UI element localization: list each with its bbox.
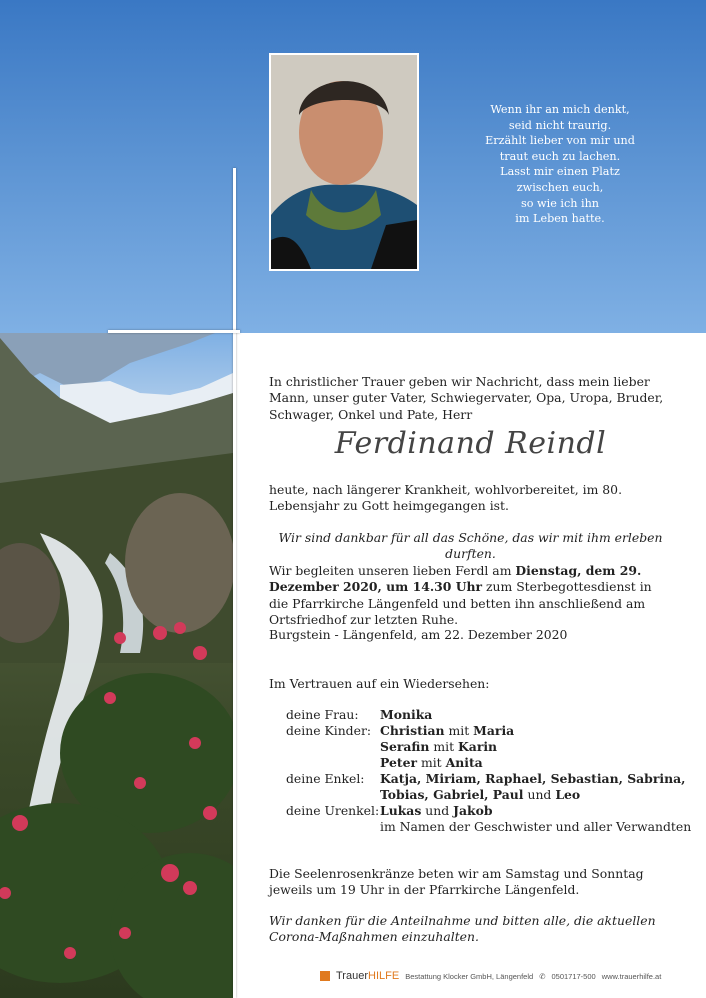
poem-line: traut euch zu lachen.	[499, 149, 621, 163]
trauerhilfe-logo-icon	[320, 971, 330, 981]
funeral-post: zum Sterbegottesdienst in die Pfarrkirche Längenfeld und betten ihn anschließend am Ortsfriedhof zur letzten Ruhe.	[269, 579, 652, 627]
grandchildren-names: Katja, Miriam, Raphael, Sebastian, Sabrina,	[380, 771, 686, 786]
deceased-name: Ferdinand Reindl	[334, 426, 607, 461]
great-grandchildren-label: deine Urenkel:	[286, 803, 380, 818]
poem-line: Wenn ihr an mich denkt,	[490, 103, 630, 116]
relatives-line: im Namen der Geschwister und aller Verwandten	[380, 819, 692, 834]
poem-line: zwischen euch,	[516, 180, 604, 194]
partner-name: Karin	[458, 739, 498, 754]
funeral-text	[269, 563, 672, 628]
portrait-photo	[269, 53, 419, 271]
footer	[320, 970, 661, 982]
poem-line: so wie ich ihn	[521, 196, 599, 210]
place-date: Burgstein - Längenfeld, am 22. Dezember 2020	[269, 627, 568, 642]
cross-vertical-bar	[233, 168, 236, 998]
wife-name	[380, 707, 432, 723]
phone-icon: ✆	[539, 971, 546, 981]
child-name: Serafin	[380, 739, 430, 754]
child-name: Peter	[380, 755, 418, 770]
wife-label: deine Frau:	[286, 707, 359, 722]
great-grandchildren-line	[380, 803, 493, 819]
great-grandchild-name: Lukas	[380, 803, 422, 818]
grandchildren-line	[380, 771, 685, 787]
poem	[470, 102, 650, 227]
website[interactable]: www.trauerhilfe.at	[601, 971, 662, 981]
brand-logo	[336, 970, 399, 982]
child-row	[380, 755, 483, 771]
poem-line: Erzählt lieber von mir und	[485, 134, 635, 148]
brand-part-b: HILFE	[368, 970, 400, 982]
children-label: deine Kinder:	[286, 723, 372, 738]
passing-text: heute, nach längerer Krankheit, wohlvorbereitet, im 80. Lebensjahr zu Gott heimgegangen ist.	[269, 482, 623, 514]
partner-name: Anita	[445, 755, 483, 770]
brand-part-a: Trauer	[336, 970, 368, 982]
phone-number: 0501717-500	[551, 971, 596, 981]
mit-word: mit	[420, 755, 442, 770]
grandchildren-names: Leo	[555, 787, 581, 802]
mountain-waterfall-image	[0, 333, 233, 998]
und-word: und	[523, 787, 556, 802]
poem-line: im Leben hatte.	[515, 212, 605, 226]
great-grandchild-name: Jakob	[453, 803, 493, 818]
funeral-pre: Wir begleiten unseren lieben Ferdl am	[269, 563, 516, 578]
mit-word: mit	[433, 739, 455, 754]
child-row	[380, 739, 497, 755]
cross-horizontal-bar	[108, 330, 240, 333]
partner-name: Maria	[473, 723, 515, 738]
mit-word: mit	[448, 723, 470, 738]
rosary-text: Die Seelenrosenkränze beten wir am Samstag und Sonntag jeweils um 19 Uhr in der Pfarrkirche Längenfeld.	[269, 866, 644, 898]
intro-text: In christlicher Trauer geben wir Nachricht, dass mein lieber Mann, unser guter Vater, Schwiegervater, Opa, Uropa, Bruder, Schwager, Onkel und Pate, Herr	[269, 374, 664, 422]
company-name: Bestattung Klocker GmbH, Längenfeld	[405, 971, 534, 981]
grandchildren-line	[380, 787, 580, 803]
wife-name-text: Monika	[380, 707, 433, 722]
grandchildren-label: deine Enkel:	[286, 771, 365, 786]
funeral-date: Dienstag, dem 29. Dezember 2020, um 14.30 Uhr	[269, 563, 642, 595]
gratitude-text: Wir sind dankbar für all das Schöne, das wir mit ihm erleben durften.	[278, 530, 663, 562]
poem-line: Lasst mir einen Platz	[500, 165, 620, 179]
und-word: und	[421, 803, 454, 818]
grandchildren-names: Tobias, Gabriel, Paul	[380, 787, 524, 802]
child-row	[380, 723, 514, 739]
poem-line: seid nicht traurig.	[508, 118, 612, 132]
child-name: Christian	[380, 723, 445, 738]
thanks-text: Wir danken für die Anteilnahme und bitten alle, die aktuellen Corona-Maßnahmen einzuhalten.	[269, 913, 656, 945]
trust-line: Im Vertrauen auf ein Wiedersehen:	[269, 676, 490, 691]
